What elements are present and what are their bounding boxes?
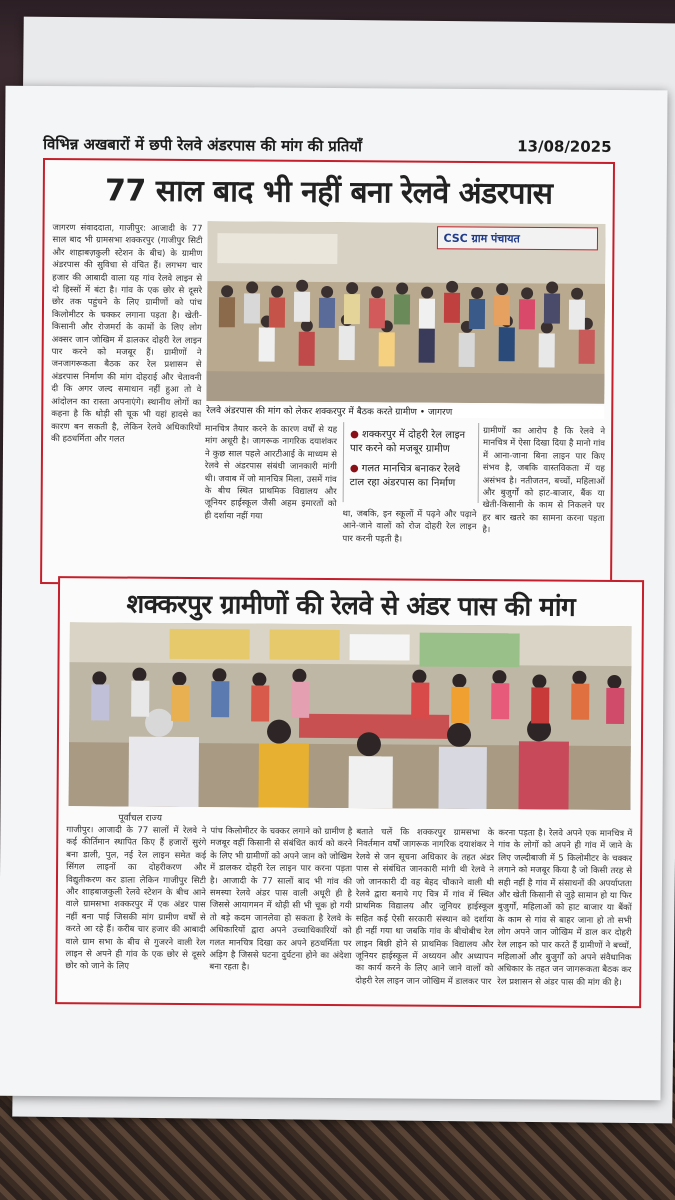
- clipping-2-column-2: पांच किलोमीटर के चक्कर लगाने को ग्रामीण है मजबूर वहीं किसानी से संबंधित कार्य को करने के लिए भी ग्रामीणों को अपने जान को जोखिम में डालकर दोहरी रेल लाइन पार करना पड़ता है। आजादी के 77 सालों बाद भी गांव की समस्या रेलवे अंडर पास वाली अधूरी ही है जिससे आयागमन में थोड़ी सी भी चूक हो गयी तो बड़े कदम जानलेवा हो सकता है रेलवे के अधिकारियों द्वारा अपने उच्चाधिकारियों को गलत मानचित्र दिखा कर अपने हठधर्मिता पर अड़िग है जिससे घटना दुर्घटना होने का अंदेशा बना रहता है।: [209, 826, 353, 973]
- clipping-2-headline: शक्करपुर ग्रामीणों की रेलवे से अंडर पास की मांग: [126, 589, 576, 623]
- meeting-photo-image: [206, 221, 605, 404]
- clipping-1-photo-caption: रेलवे अंडरपास की मांग को लेकर शक्करपुर में बैठक करते ग्रामीण • जागरण: [206, 403, 604, 419]
- printed-page: [0, 86, 668, 1101]
- clipping-1-column-left: जागरण संवाददाता, गाजीपुर: आजादी के 77 साल बाद भी ग्रामसभा शक्करपुर (गाजीपुर सिटी और शाहाबज़कुली स्टेशन के बीच) के ग्रामीण अंडरपास की सुविधा से वंचित हैं। लगभग चार हजार की आबादी वाला यह गांव रेलवे लाइन से दो हिस्सों में बंटा है। गांव के एक छोर से दूसरे छोर तक पहुंचने के लिए ग्रामीणों को पांच किलोमीटर के चक्कर लगाना पड़ता है। खेती-किसानी और रोजमर्रा के कामों के लिए लोग अक्सर जान जोखिम में डालकर दोहरी रेल लाइन पार करने को मजबूर हैं। ग्रामीणों ने जनजागरूकता बैठक कर रेल प्रशासन से अंडरपास निर्माण की मांग दोहराई और चेतावनी दी कि अगर जल्द समाधान नहीं हुआ तो वे आंदोलन का रास्ता अपनाएंगे। स्थानीय लोगों का कहना है कि थोड़ी सी चूक भी यहां हादसे का कारण बन सकती है, लेकिन रेलवे अधिकारियों की हठधर्मिता और गलत: [51, 223, 203, 445]
- village-meeting-image: [69, 622, 632, 810]
- clipping-1-highlights: [343, 422, 480, 503]
- photo-sign-text: CSC ग्राम पंचायत: [443, 231, 520, 246]
- news-clipping-2: [55, 576, 644, 1008]
- clipping-2-column-3: बताते चलें कि शक्करपुर ग्रामसभा के निवर्तमान वर्षों जागरूक नागरिक दयाशंकर ने रेलवे से जन सूचना अधिकार के तहत अंडर पास से संबंधित जानकारी मांगी थी रेलवे ने जो जानकारी दी वह बेहद चौकाने वाली थी रेलवे द्वारा बनाये गए चित्र में गांव में स्थित प्राथमिक विद्यालय और जूनियर हाईस्कूल सहित कई ऐसी सरकारी संस्थान को दर्शाया ही नहीं गया था जबकि गांव के बीचोबीच रेल लाइन बिछी होने से प्राथमिक विद्यालय और जूनियर हाईस्कूल में अध्ययन और अध्यापन का कार्य करने के लिए आने जाने वालों को दोहरी रेल लाइन जान जोखिम में डालकर पार: [355, 827, 495, 987]
- clipping-1-column-middle: मानचित्र तैयार करने के कारण वर्षों से यह मांग अधूरी है। जागरूक नागरिक दयाशंकर ने कुछ साल पहले आरटीआई के माध्यम से रेलवे से अंडरपास संबंधी जानकारी मांगी थी। जवाब में जो मानचित्र मिला, उसमें गांव के बीच स्थित प्राथमिक विद्यालय और जूनियर हाईस्कूल जैसी अहम इमारतों को ही दर्शाया नहीं गया: [204, 424, 338, 522]
- clipping-1-headline: 77 साल बाद भी नहीं बना रेलवे अंडरपास: [104, 173, 553, 212]
- clipping-2-column-4: करना पड़ता है। रेलवे अपने एक मानचित्र में गांव के लोगों को अपने ही गांव में जाने के लिए जल्दीबाजी में 5 किलोमीटर के चक्कर लगाने को मजबूर किया है जो किसी तरह से सही नहीं है गांव में संसाधनों की अपर्याप्तता और खेती किसानी से जुड़े सामान हो या फिर बुजुर्गों, महिलाओं को हाट बाजार या बैंकों के काम से गांव से बाहर जाना हो तो सभी लोग अपने जान जोखिम में डाल कर दोहरी रेल लाइन को पार करते हैं ग्रामीणों ने बच्चों, महिलाओं और बुजुर्गों को अपने संवैधानिक अधिकार के तहत जन जागरूकता बैठक कर रेल प्रशासन से अंडर पास की मांग की है।: [497, 828, 633, 988]
- clipping-2-photo-credit: पूर्वांचल राज्य: [118, 813, 162, 824]
- highlight-2: ● गलत मानचित्र बनाकर रेलवे टाल रहा अंडरपास का निर्माण: [349, 463, 461, 489]
- page-date: 13/08/2025: [517, 137, 612, 156]
- news-clipping-1: [40, 158, 615, 588]
- clipping-2-column-1: गाजीपुर। आजादी के 77 सालों में रेलवे ने कई कीर्तिमान स्थापित किए हैं हजारों सुरंगे बना डाली, पुल, नई रेल लाइन समेत कई सिंगल लाइनों का दोहरीकरण और विद्युतीकरण कर डाला लेकिन गाजीपुर सिटी और शाहबाजकुली रेलवे स्टेशन के बीच आने वाले ग्रामसभा शक्करपुर में एक अंडर पास नहीं बना पाई जिसकी मांग ग्रामीण वर्षों से करते आ रहे हैं। करीब चार हजार की आबादी वाले ग्राम सभा के बीच से गुजरने वाली रेल लाइन से अपने ही गांव के एक छोर से दूसरे छोर को जाने के लिए: [65, 825, 207, 973]
- clipping-1-column-center-bottom: था, जबकि, इन स्कूलों में पढ़ने और पढ़ाने आने-जाने वालों को रोज दोहरी रेल लाइन पार करनी पड़ती है।: [342, 509, 477, 545]
- page-title: विभिन्न अखबारों में छपी रेलवे अंडरपास की मांग की प्रतियाँ: [43, 134, 362, 156]
- clipping-1-column-right: ग्रामीणों का आरोप है कि रेलवे ने मानचित्र में ऐसा दिखा दिया है मानो गांव में आना-जाना बिना लाइन पार किए संभव है, जबकि वास्तविकता में यह असंभव है। नतीजतन, बच्चों, महिलाओं और बुजुर्गों को हाट-बाजार, बैंक या खेती-किसानी के काम से निकलने पर हर बार खतरे का सामना करना पड़ता है।: [482, 426, 606, 536]
- highlight-1: ● शक्करपुर में दोहरी रेल लाइन पार करने को मजबूर ग्रामीण: [349, 429, 466, 455]
- clipping-1-photo: [206, 221, 605, 404]
- clipping-2-photo: [69, 622, 632, 810]
